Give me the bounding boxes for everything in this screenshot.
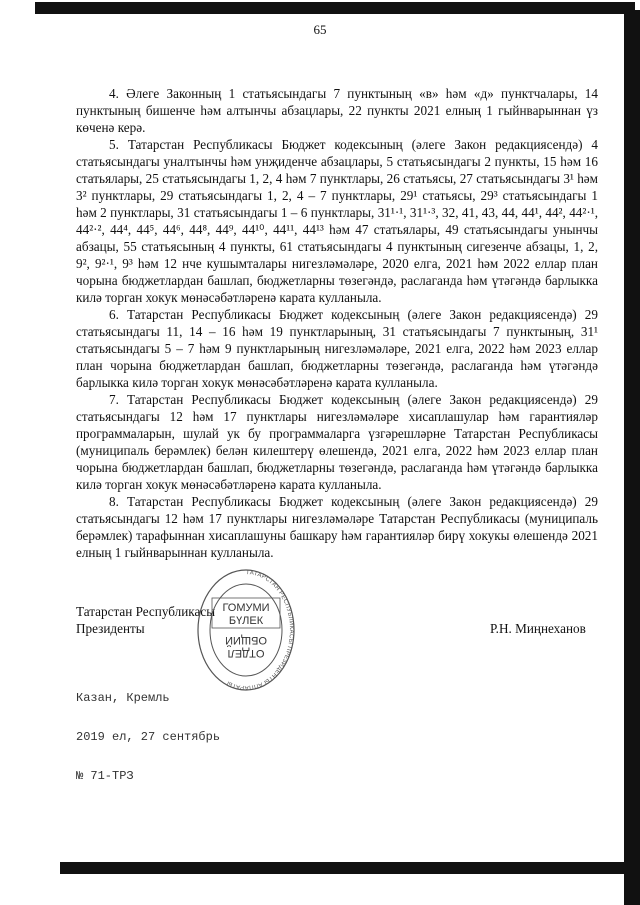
paragraph-8: 8. Татарстан Республикасы Бюджет кодексының (әлеге Закон редакциясендә) 29 статьясындагы 12 һәм 17 пунктлары нигезләмәләре Татарстан Республикасы (муниципаль берәмлек) тарафыннан хисаплашуны башкару һәм гарантияләр бирү хокукы өлешендә 2021 елның 1 гыйнварыннан кулланыла. [76, 494, 598, 560]
paragraph-5: 5. Татарстан Республикасы Бюджет кодексының (әлеге Закон редакциясендә) 4 статьясындагы уналтынчы һәм унҗиденче абзацлары, 5 статьясындагы 2 пункты, 15 һәм 16 статьялары, 25 статьясындагы 1, 2, 4 һәм 7 пунктлары, 26 статьясы, 27 статьясындагы 3¹ һәм 3² пунктлары, 29 статьясындагы 1, 2, 4 – 7 пунктлары, 29¹ статьясы, 29³ статьясындагы 1 һәм 2 пунктлары, 31 статьясындагы 1 – 6 пунктлары, 31¹·¹, 31¹·³, 32, 41, 43, 44, 44¹, 44², 44²·¹, 44²·², 44⁴, 44⁵, 44⁶, 44⁸, 44⁹, 44¹⁰, 44¹¹, 44¹³ һәм 47 статьялары, 49 статьясындагы унынчы абзацы, 55 статьясының 4 пункты, 61 статьясындагы 4 пунктының сигезенче абзацы, 1, 2, 9², 9²·¹, 9³ һәм 12 нче кушымталары нигезләмәләре, 2020 елга, 2021 һәм 2022 еллар план чорына бюджетлардан башлап, бюджетларны төзегәндә, раслаганда һәм үтәгәндә барлыкка килә торган хокук мөнәсәбәтләренә карата кулланыла. [76, 137, 598, 305]
scan-border-right [624, 10, 640, 905]
place-date: 2019 ел, 27 сентябрь [76, 730, 221, 744]
stamp-ring-text: ТАТАРСТАН РЕСПУБЛИКАСЫ ПРЕЗИДЕНТЫ АППАРАТЫ [226, 569, 294, 691]
stamp-line-1: ГОМУМИ [222, 602, 270, 614]
stamp-line-4: ОБЩИЙ [225, 634, 267, 646]
place-date-number [76, 666, 220, 809]
stamp-line-3: ОТДЕЛ [227, 647, 265, 659]
signatory-title-line1: Татарстан Республикасы [76, 604, 216, 619]
paragraph-6: 6. Татарстан Республикасы Бюджет кодексының (әлеге Закон редакциясендә) 29 статьясындагы 11, 14 – 16 һәм 19 пунктларының, 31 статьясындагы 7 пунктының, 31¹ статьясындагы 5 – 7 һәм 9 пунктларының нигезләмәләре, 2021 елга, 2022 һәм 2023 еллар план чорына бюджетлардан башлап, бюджетларны төзегәндә, раслаганда һәм үтәгәндә барлыкка килә торган хокук мөнәсәбәтләренә карата кулланыла. [76, 307, 598, 390]
signatory-title [76, 603, 215, 637]
signatory-title-line2: Президенты [76, 621, 145, 636]
signatory-name: Р.Н. Миңнеханов [490, 621, 586, 636]
document-body [76, 85, 598, 561]
scan-border-top [35, 2, 635, 14]
page-number: 65 [313, 22, 327, 37]
paragraph-4: 4. Әлеге Законның 1 статьясындагы 7 пунктының «в» һәм «д» пунктчалары, 14 пунктының бишенче һәм алтынчы абзацлары, 22 пункты 2021 елның 1 гыйнварыннан үз көченә керә. [76, 86, 598, 135]
paragraph-7: 7. Татарстан Республикасы Бюджет кодексының (әлеге Закон редакциясендә) 29 статьясындагы 12 һәм 17 пунктлары нигезләмәләре хисаплашулар һәм гарантияләр программаларын, шулай ук бу программаларга үзгәрешләрне Татарстан Республикасы (муниципаль берәмлек) белән килештерү өлешендә, 2021 елга, 2022 һәм 2023 еллар план чорына бюджетлардан башлап, бюджетларны төзегәндә, раслаганда һәм үтәгәндә барлыкка килә торган хокук мөнәсәбәтләренә карата кулланыла. [76, 392, 598, 492]
law-number: № 71-ТРЗ [76, 769, 134, 783]
place-city: Казан, Кремль [76, 691, 170, 705]
scan-border-bottom [60, 862, 640, 874]
stamp-line-2: БҮЛЕК [228, 615, 264, 627]
